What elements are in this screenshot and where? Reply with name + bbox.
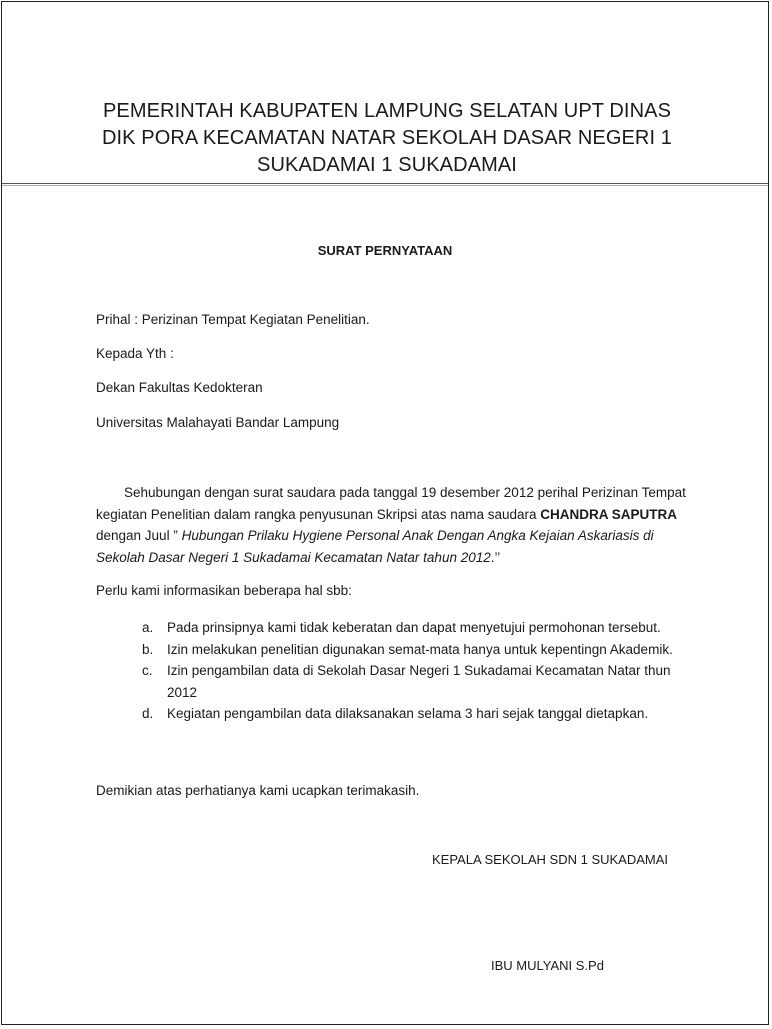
- document-title: SURAT PERNYATAAN: [317, 243, 453, 258]
- list-marker: a.: [142, 620, 154, 635]
- student-name: CHANDRA SAPUTRA: [540, 506, 678, 522]
- info-intro: Perlu kami informasikan beberapa hal sbb:: [96, 583, 352, 598]
- list-marker: c.: [142, 663, 153, 678]
- body-paragraph: [96, 482, 686, 568]
- points-list: [142, 617, 682, 725]
- letterhead-line-3: SUKADAMAI 1 SUKADAMAI: [257, 154, 517, 176]
- letterhead-line-2: DIK PORA KECAMATAN NATAR SEKOLAH DASAR NEGERI 1: [101, 127, 672, 149]
- recipient-line: Dekan Fakultas Kedokteran: [96, 380, 263, 395]
- list-item-text: Izin melakukan penelitian digunakan semat-mata hanya untuk kepentingn Akademik.: [167, 641, 673, 657]
- list-item: [142, 660, 682, 703]
- closing-line: Demikian atas perhatianya kami ucapkan terimakasih.: [96, 783, 420, 798]
- list-item: [142, 617, 682, 639]
- list-item: [142, 639, 682, 661]
- list-marker: b.: [142, 641, 154, 657]
- list-item: [142, 703, 682, 725]
- institution-line: Universitas Malahayati Bandar Lampung: [96, 415, 340, 430]
- list-item-text: Kegiatan pengambilan data dilaksanakan selama 3 hari sejak tanggal dietapkan.: [167, 706, 649, 721]
- opening-text: Sehubungan dengan surat saudara pada tanggal 19 desember 2012 perihal Perizinan Tempat kegiatan Penelitian dalam rangka penyusunan Skripsi atas nama saudara: [96, 485, 686, 522]
- list-item-text: Pada prinsipnya kami tidak keberatan dan dapat menyetujui permohonan tersebut.: [167, 620, 661, 635]
- letterhead-divider: [2, 183, 768, 186]
- closing-quote: .’’: [490, 549, 501, 565]
- letterhead-line-1: PEMERINTAH KABUPATEN LAMPUNG SELATAN UPT DINAS: [102, 100, 672, 122]
- kepada-line: Kepada Yth :: [96, 346, 174, 361]
- letterhead: [62, 98, 712, 179]
- list-marker: d.: [142, 706, 154, 721]
- list-item-text: Izin pengambilan data di Sekolah Dasar Negeri 1 Sukadamai Kecamatan Natar thun 2012: [167, 663, 671, 700]
- perihal-line: Prihal : Perizinan Tempat Kegiatan Penelitian.: [96, 312, 370, 327]
- signatory-position: KEPALA SEKOLAH SDN 1 SUKADAMAI: [432, 852, 669, 867]
- letter-page: [1, 1, 769, 1025]
- after-name-text: dengan Juul ”: [96, 528, 178, 543]
- thesis-title: Hubungan Prilaku Hygiene Personal Anak Dengan Angka Kejaian Askariasis di Sekolah Dasar Negeri 1 Sukadamai Kecamatan Natar tahun 2012: [96, 528, 654, 565]
- signatory-name: IBU MULYANI S.Pd: [491, 958, 604, 973]
